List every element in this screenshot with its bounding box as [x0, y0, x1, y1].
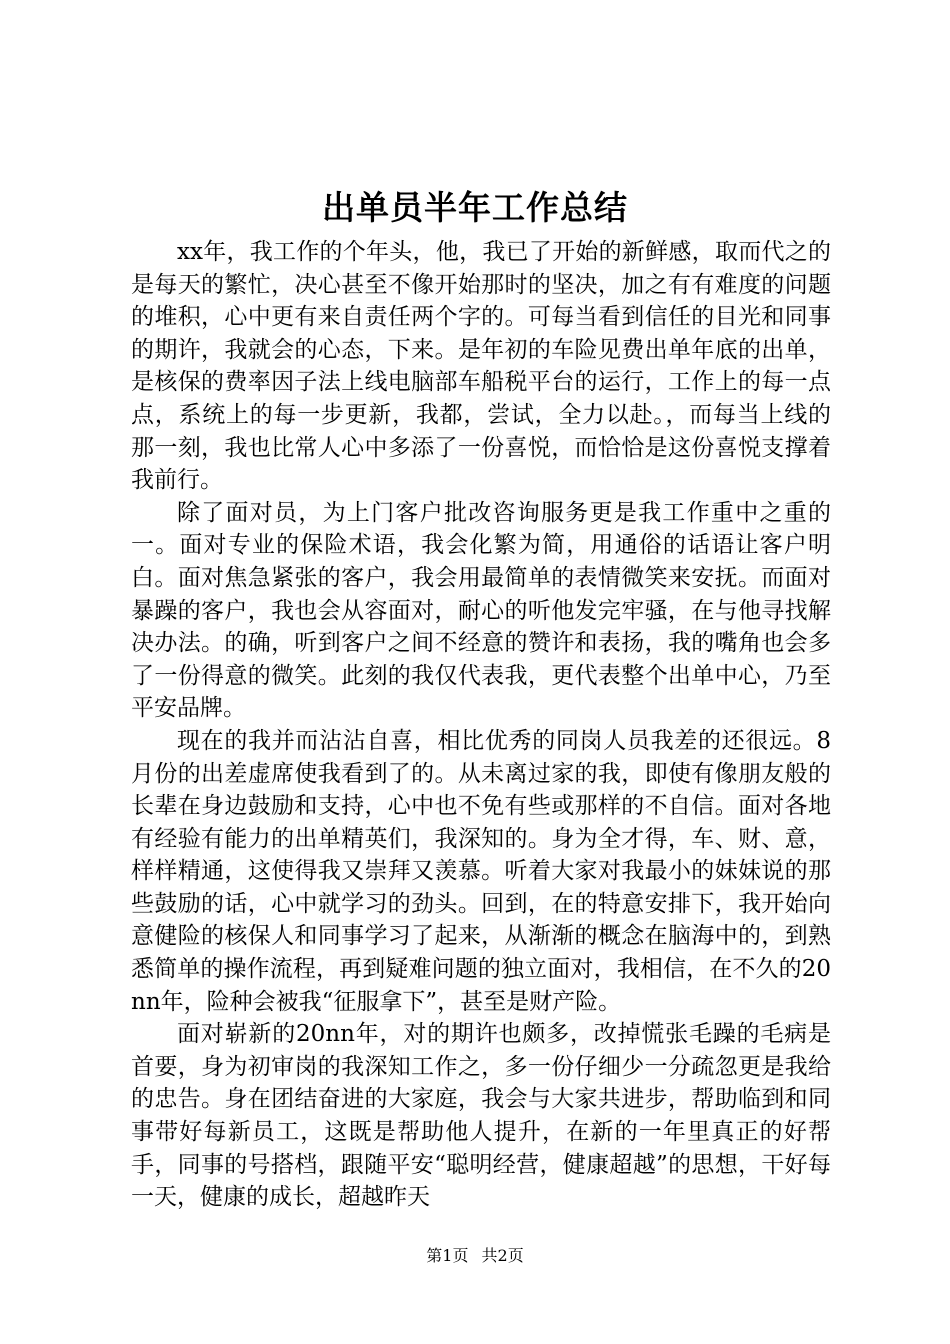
paragraph-4: 面对崭新的20nn年，对的期许也颇多，改掉慌张毛躁的毛病是首要，身为初审岗的我深知工作之，多一份仔细少一分疏忽更是我给的忠告。身在团结奋进的大家庭，我会与大家共进步，帮助临到和同事带好每新员工，这既是帮助他人提升，在新的一年里真正的好帮手，同事的号搭档，跟随平安“聪明经营，健康超越”的思想，干好每一天，健康的成长，超越昨天 [131, 1021, 831, 1211]
paragraph-3: 现在的我并而沾沾自喜，相比优秀的同岗人员我差的还很远。8月份的出差虚席使我看到了的。从未离过家的我，即使有像朋友般的长辈在身边鼓励和支持，心中也不免有些或那样的不自信。面对各地有经验有能力的出单精英们，我深知的。身为全才得，车、财、意，样样精通，这使得我又崇拜又羡慕。听着大家对我最小的妹妹说的那些鼓励的话，心中就学习的劲头。回到，在的特意安排下，我开始向意健险的核保人和同事学习了起来，从渐渐的概念在脑海中的，到熟悉简单的操作流程，再到疑难问题的独立面对，我相信，在不久的20nn年，险种会被我“征服拿下”，甚至是财产险。 [131, 727, 831, 1015]
paragraph-2: 除了面对员，为上门客户批改咨询服务更是我工作重中之重的一。面对专业的保险术语，我会化繁为简，用通俗的话语让客户明白。面对焦急紧张的客户，我会用最简单的表情微笑来安抚。而面对暴躁的客户，我也会从容面对，耐心的听他发完牢骚，在与他寻找解决办法。的确，听到客户之间不经意的赞许和表扬，我的嘴角也会多了一份得意的微笑。此刻的我仅代表我，更代表整个出单中心，乃至平安品牌。 [131, 499, 831, 722]
document-title: 出单员半年工作总结 [322, 188, 628, 227]
paragraph-1: xx年，我工作的个年头，他，我已了开始的新鲜感，取而代之的是每天的繁忙，决心甚至不像开始那时的坚决，加之有有难度的问题的堆积，心中更有来自责任两个字的。可每当看到信任的目光和同事的期许，我就会的心态，下来。是年初的车险见费出单年底的出单，是核保的费率因子法上线电脑部车船税平台的运行，工作上的每一点点，系统上的每一步更新，我都，尝试，全力以赴。，而每当上线的那一刻，我也比常人心中多添了一份喜悦，而恰恰是这份喜悦支撑着我前行。 [131, 239, 831, 494]
page-footer [0, 1244, 950, 1268]
page-number-total: 共2页 [481, 1246, 524, 1265]
document-body [131, 236, 831, 1214]
page-number-current: 第1页 [426, 1246, 469, 1265]
